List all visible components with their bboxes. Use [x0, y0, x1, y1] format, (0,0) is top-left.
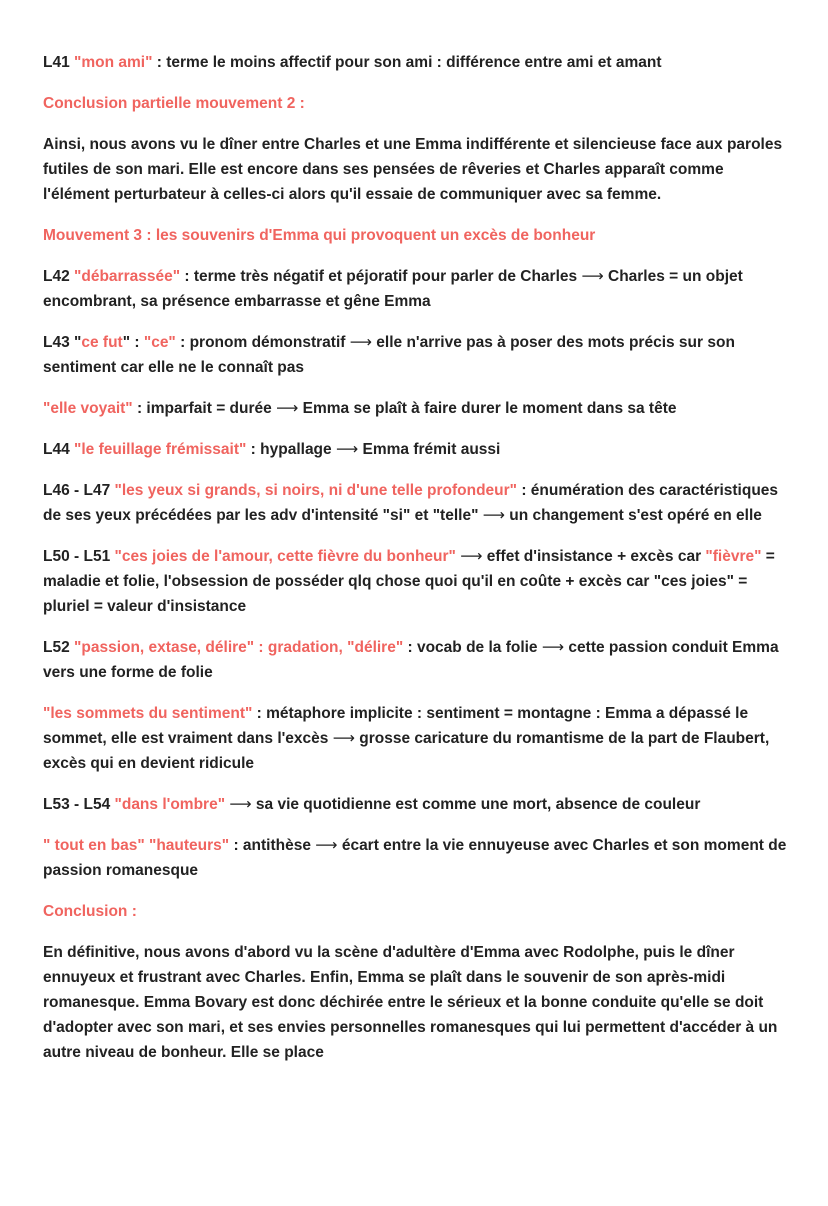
text-segment: grosse caricature du romantisme de la part de Flaubert, excès qui en devient ridicule [43, 730, 770, 772]
text-segment: : métaphore implicite : sentiment = montagne : Emma a dépassé le sommet, elle est vraiment dans l'excès [43, 705, 749, 747]
arrow-icon: ⟶ [276, 400, 299, 417]
paragraph [43, 91, 788, 116]
paragraph [43, 833, 788, 883]
arrow-icon: ⟶ [460, 548, 483, 565]
text-segment: cette passion conduit Emma vers une forme de folie [43, 639, 779, 681]
text-segment: = maladie et folie, l'obsession de posséder qlq chose quoi qu'il en coûte + excès car "ces joies" = pluriel = valeur d'insistance [43, 548, 775, 615]
text-segment: " : [122, 334, 144, 351]
paragraph [43, 437, 788, 462]
text-segment: : vocab de la folie [403, 639, 542, 656]
highlighted-text: "fièvre" [705, 548, 762, 565]
paragraph [43, 396, 788, 421]
arrow-icon: ⟶ [315, 837, 338, 854]
highlighted-text: "ce" [143, 334, 176, 351]
highlighted-text: "les sommets du sentiment" [43, 705, 253, 722]
text-segment: : hypallage [246, 441, 336, 458]
paragraph [43, 940, 788, 1065]
highlighted-text: "passion, extase, délire" : gradation, "délire" [74, 639, 404, 656]
highlighted-text: "ces joies de l'amour, cette fièvre du bonheur" [114, 548, 456, 565]
highlighted-text: "mon ami" [74, 54, 153, 71]
text-segment: L52 [43, 639, 75, 656]
text-segment: L50 - L51 [43, 548, 115, 565]
arrow-icon: ⟶ [541, 639, 565, 656]
paragraph [43, 544, 788, 619]
highlighted-text: Mouvement 3 : les souvenirs d'Emma qui provoquent un excès de bonheur [43, 227, 596, 244]
arrow-icon: ⟶ [581, 268, 604, 285]
highlighted-text: "dans l'ombre" [114, 796, 226, 813]
paragraph [43, 478, 788, 528]
text-segment: En définitive, nous avons d'abord vu la scène d'adultère d'Emma avec Rodolphe, puis le dîner ennuyeux et frustrant avec Charles. Enfin, Emma se plaît dans le souvenir de son après-midi romanesque. Emma Bovary est donc déchirée entre le sérieux et la bonne conduite qu'elle se doit d'adopter avec son mari, et ses envies personnelles romanesques qui lui permettent d'accéder à un autre niveau de bonheur. Elle se place [43, 944, 778, 1061]
text-segment: elle n'arrive pas à poser des mots précis sur son sentiment car elle ne le connaît pas [43, 334, 735, 376]
paragraph [43, 792, 788, 817]
text-segment: L41 [43, 54, 75, 71]
paragraph [43, 50, 788, 75]
text-segment: Emma se plaît à faire durer le moment dans sa tête [298, 400, 677, 417]
arrow-icon: ⟶ [229, 796, 252, 813]
text-segment: sa vie quotidienne est comme une mort, absence de couleur [251, 796, 701, 813]
paragraph [43, 701, 788, 776]
paragraph [43, 899, 788, 924]
arrow-icon: ⟶ [335, 441, 359, 458]
highlighted-text: ce fut [81, 334, 123, 351]
paragraph [43, 223, 788, 248]
text-segment: : imparfait = durée [132, 400, 277, 417]
paragraph [43, 132, 788, 207]
text-segment: L42 [43, 268, 75, 285]
text-segment: Ainsi, nous avons vu le dîner entre Charles et une Emma indifférente et silencieuse face aux paroles futiles de son mari. Elle est encore dans ses pensées de rêveries et Charles apparaît comme l'élément perturbateur à celles-ci alors qu'il essaie de communiquer avec sa femme. [43, 136, 783, 203]
text-segment: L53 - L54 [43, 796, 115, 813]
text-segment: Charles = un objet encombrant, sa présence embarrasse et gêne Emma [43, 268, 743, 310]
paragraph [43, 264, 788, 314]
document-body [43, 50, 788, 1065]
highlighted-text: "les yeux si grands, si noirs, ni d'une telle profondeur" [114, 482, 518, 499]
text-segment: écart entre la vie ennuyeuse avec Charles et son moment de passion romanesque [43, 837, 787, 879]
text-segment: L46 - L47 [43, 482, 115, 499]
highlighted-text: Conclusion : [43, 903, 137, 920]
paragraph [43, 330, 788, 380]
text-segment: L43 " [43, 334, 82, 351]
text-segment: : antithèse [229, 837, 316, 854]
text-segment: : terme le moins affectif pour son ami : différence entre ami et amant [152, 54, 662, 71]
text-segment: un changement s'est opéré en elle [504, 507, 762, 524]
highlighted-text: " tout en bas" "hauteurs" [43, 837, 230, 854]
text-segment: L44 [43, 441, 75, 458]
text-segment: : énumération des caractéristiques de ses yeux précédées par les adv d'intensité "si" et "telle" [43, 482, 779, 524]
arrow-icon: ⟶ [332, 730, 355, 747]
paragraph [43, 635, 788, 685]
arrow-icon: ⟶ [482, 507, 505, 524]
text-segment: effet d'insistance + excès car [482, 548, 706, 565]
text-segment: : pronom démonstratif [175, 334, 350, 351]
highlighted-text: "le feuillage frémissait" [74, 441, 247, 458]
arrow-icon: ⟶ [349, 334, 372, 351]
text-segment: : terme très négatif et péjoratif pour parler de Charles [180, 268, 582, 285]
text-segment: Emma frémit aussi [358, 441, 501, 458]
highlighted-text: Conclusion partielle mouvement 2 : [43, 95, 305, 112]
highlighted-text: "elle voyait" [43, 400, 133, 417]
highlighted-text: "débarrassée" [74, 268, 181, 285]
